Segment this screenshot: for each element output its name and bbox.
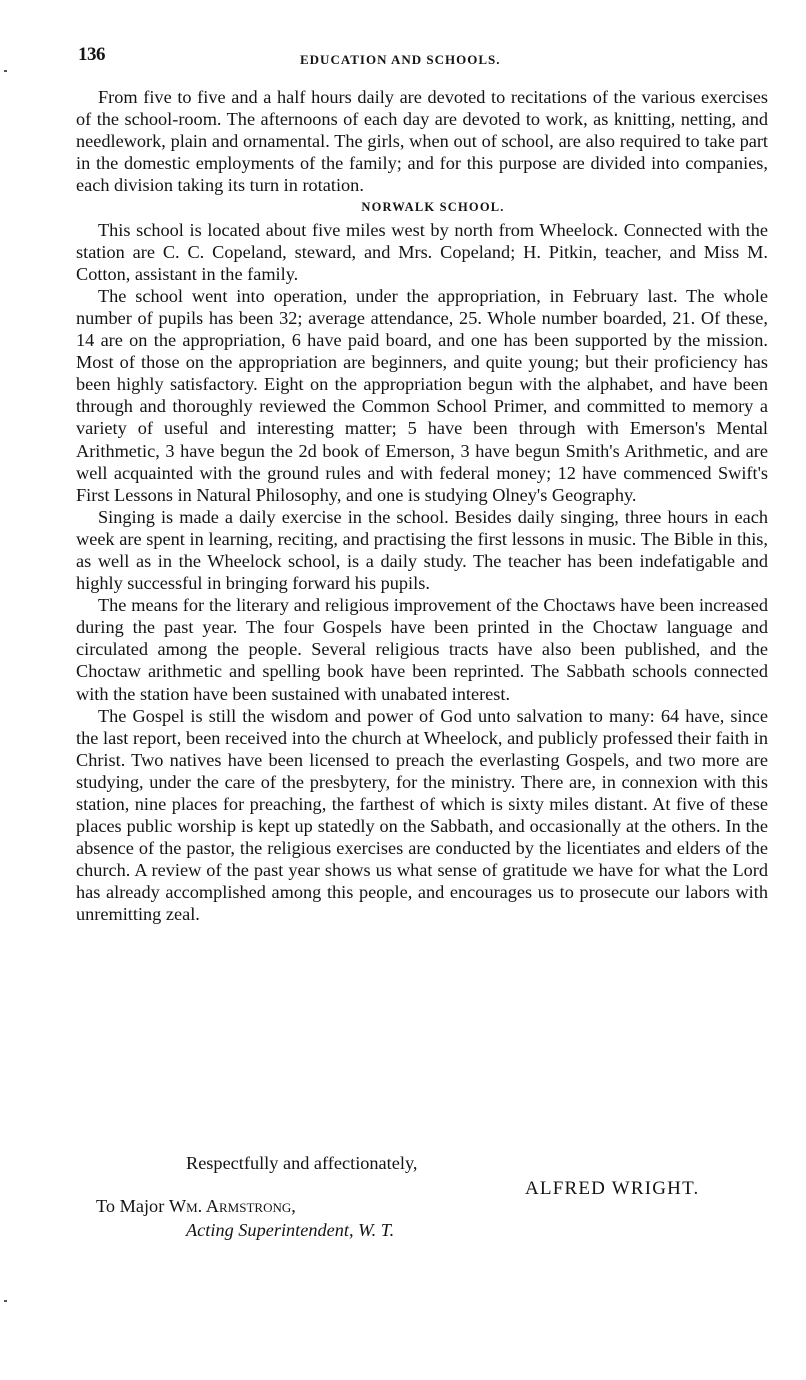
intro-paragraph: From five to five and a half hours daily are devoted to recitations of the various exercises of the school-room. The afternoons of each day are devoted to work, as knitting, netting, and needlework, plain and ornamental. The girls, when out of school, are also required to take part in the domestic employments of the family; and for this purpose are divided into companies, each division taking its turn in rotation.: [76, 87, 768, 196]
addressee-name: Wm. Armstrong,: [168, 1196, 296, 1216]
running-title: EDUCATION AND SCHOOLS.: [300, 52, 501, 67]
paragraph-gospel: The Gospel is still the wisdom and power of God unto salvation to many: 64 have, since the last report, been received into the church at Wheelock, and publicly professed their faith in Christ. Two natives have been licensed to preach the everlasting Gospels, and two more are studying, under the care of the presbytery, for the ministry. There are, in connexion with this station, nine places for preaching, the farthest of which is sixty miles distant. At five of these places public worship is kept up statedly on the Sabbath, and occasionally at the others. In the absence of the pastor, the religious exercises are conducted by the licentiates and elders of the church. A review of the past year shows us what sense of gratitude we have for what the Lord has already accomplished among this people, and encourages us to prosecute our labors with unremitting zeal.: [76, 705, 768, 925]
addressee-line: [96, 1196, 296, 1217]
addressee-prefix: To Major: [96, 1196, 169, 1216]
paragraph-singing: Singing is made a daily exercise in the school. Besides daily singing, three hours in each week are spent in learning, reciting, and practising the first lessons in music. The Bible in this, as well as in the Wheelock school, is a daily study. The teacher has been indefatigable and highly successful in bringing forward his pupils.: [76, 506, 768, 594]
page-edge-mark: [4, 70, 7, 72]
paragraph-enrollment: The school went into operation, under the appropriation, in February last. The whole number of pupils has been 32; average attendance, 25. Whole number boarded, 21. Of these, 14 are on the appropriation, 6 have paid board, and one has been supported by the mission. Most of those on the appropriation are beginners, and quite young; but their proficiency has been highly satisfactory. Eight on the appropriation begun with the alphabet, and have been through and thoroughly reviewed the Common School Primer, and committed to memory a variety of useful and interesting matter; 5 have been through with Emerson's Mental Arithmetic, 3 have begun the 2d book of Emerson, 3 have begun Smith's Arithmetic, and are well acquainted with the ground rules and with federal money; 12 have commenced Swift's First Lessons in Natural Philosophy, and one is studying Olney's Geography.: [76, 285, 768, 505]
page-body: [76, 86, 768, 926]
closing-salutation: Respectfully and affectionately,: [186, 1153, 418, 1173]
paragraph-location: This school is located about five miles west by north from Wheelock. Connected with the station are C. C. Copeland, steward, and Mrs. Copeland; H. Pitkin, teacher, and Miss M. Cotton, assistant in the family.: [76, 219, 768, 284]
page-edge-mark: [4, 1300, 7, 1302]
section-title: NORWALK SCHOOL.: [361, 200, 505, 215]
addressee-title: Acting Superintendent, W. T.: [186, 1220, 395, 1240]
signature: ALFRED WRIGHT.: [525, 1178, 700, 1199]
paragraph-choctaw-improvement: The means for the literary and religious improvement of the Choctaws have been increased during the past year. The four Gospels have been printed in the Choctaw language and circulated among the people. Several religious tracts have also been published, and the Choctaw arithmetic and spelling book have been reprinted. The Sabbath schools connected with the station have been sustained with unabated interest.: [76, 595, 768, 704]
page-number: 136: [78, 44, 105, 65]
